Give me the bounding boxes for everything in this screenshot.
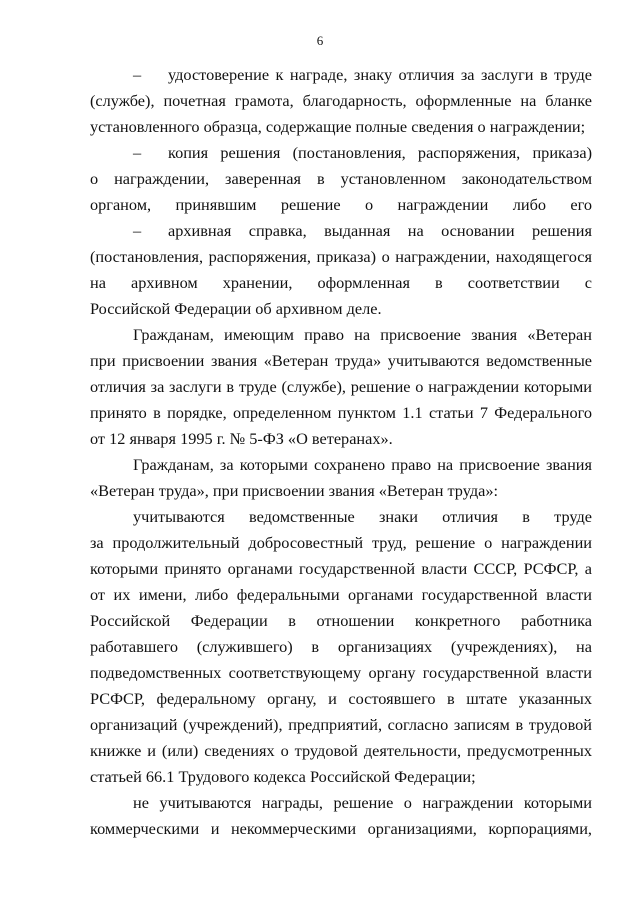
paragraph-line: [90, 351, 592, 371]
line-text: при присвоении звания «Ветеран труда» учитываются ведомственные: [90, 351, 592, 370]
line-text: принято в порядке, определенном пунктом 1.1 статьи 7 Федерального: [90, 403, 592, 422]
paragraph-line: [90, 377, 592, 397]
paragraph-first-line: [90, 507, 592, 527]
line-text: подведомственных соответствующему органу государственной власти: [90, 663, 592, 682]
list-dash-bullet: –: [133, 221, 142, 240]
line-text: удостоверение к награде, знаку отличия за заслуги в труде: [168, 65, 592, 84]
line-text: которыми принято органами государственной власти СССР, РСФСР, а: [90, 559, 592, 578]
page-number: 6: [316, 33, 324, 48]
paragraph-line: [90, 117, 592, 137]
line-text: о награждении, заверенная в установленном законодательством: [90, 169, 592, 188]
line-text: от 12 января 1995 г. № 5-ФЗ «О ветеранах».: [90, 429, 393, 448]
line-text: отличия за заслуги в труде (службе), решение о награждении которыми: [90, 377, 592, 396]
line-text: на архивном хранении, оформленная в соответствии с: [90, 273, 592, 292]
line-text: от их имени, либо федеральными органами государственной власти: [90, 585, 592, 604]
line-text: коммерческими и некоммерческими организациями, корпорациями,: [90, 819, 592, 838]
list-dash-bullet: –: [133, 65, 142, 84]
line-text: Российской Федерации в отношении конкретного работника: [90, 611, 592, 630]
line-text: (постановления, распоряжения, приказа) о награждении, находящегося: [90, 247, 592, 266]
line-text: работавшего (служившего) в организациях (учреждениях), на: [90, 637, 592, 656]
line-text: установленного образца, содержащие полные сведения о награждении;: [90, 117, 586, 136]
paragraph-line: [90, 663, 592, 683]
paragraph-line: [90, 689, 592, 709]
line-text: (службе), почетная грамота, благодарность, оформленные на бланке: [90, 91, 592, 110]
line-text: за продолжительный добросовестный труд, решение о награждении: [90, 533, 592, 552]
line-text: книжке и (или) сведениях о трудовой деятельности, предусмотренных: [90, 741, 592, 760]
paragraph-line: [90, 715, 592, 735]
line-text: РСФСР, федеральному органу, и состоявшего в штате указанных: [90, 689, 592, 708]
line-text: Гражданам, за которыми сохранено право на присвоение звания: [133, 455, 592, 474]
paragraph-line: [90, 481, 592, 501]
line-text: Российской Федерации об архивном деле.: [90, 299, 382, 318]
line-text: Гражданам, имеющим право на присвоение звания «Ветеран: [133, 325, 592, 344]
paragraph-line: [90, 247, 592, 267]
paragraph-line: [90, 169, 592, 189]
paragraph-first-line: [90, 325, 592, 345]
line-text: статьей 66.1 Трудового кодекса Российской Федерации;: [90, 767, 476, 786]
paragraph-line: [90, 585, 592, 605]
paragraph-first-line: [90, 455, 592, 475]
paragraph-line: [90, 819, 592, 839]
paragraph-first-line: [90, 221, 592, 241]
line-text: организаций (учреждений), предприятий, согласно записям в трудовой: [90, 715, 592, 734]
line-text: органом, принявшим решение о награждении либо его: [90, 195, 592, 214]
paragraph-first-line: [90, 65, 592, 85]
line-text: не учитываются награды, решение о награждении которыми: [133, 793, 592, 812]
line-text: архивная справка, выданная на основании решения: [168, 221, 592, 240]
line-text: учитываются ведомственные знаки отличия в труде: [133, 507, 592, 526]
line-text: «Ветеран труда», при присвоении звания «Ветеран труда»:: [90, 481, 499, 500]
paragraph-line: [90, 611, 592, 631]
paragraph-first-line: [90, 793, 592, 813]
paragraph-line: [90, 559, 592, 579]
paragraph-line: [90, 273, 592, 293]
paragraph-line: [90, 91, 592, 111]
paragraph-line: [90, 299, 592, 319]
line-text: копия решения (постановления, распоряжения, приказа): [168, 143, 592, 162]
paragraph-line: [90, 767, 592, 787]
paragraph-line: [90, 533, 592, 553]
list-dash-bullet: –: [133, 143, 142, 162]
paragraph-line: [90, 637, 592, 657]
paragraph-line: [90, 403, 592, 423]
paragraph-line: [90, 741, 592, 761]
paragraph-line: [90, 429, 592, 449]
paragraph-first-line: [90, 143, 592, 163]
paragraph-line: [90, 195, 592, 215]
